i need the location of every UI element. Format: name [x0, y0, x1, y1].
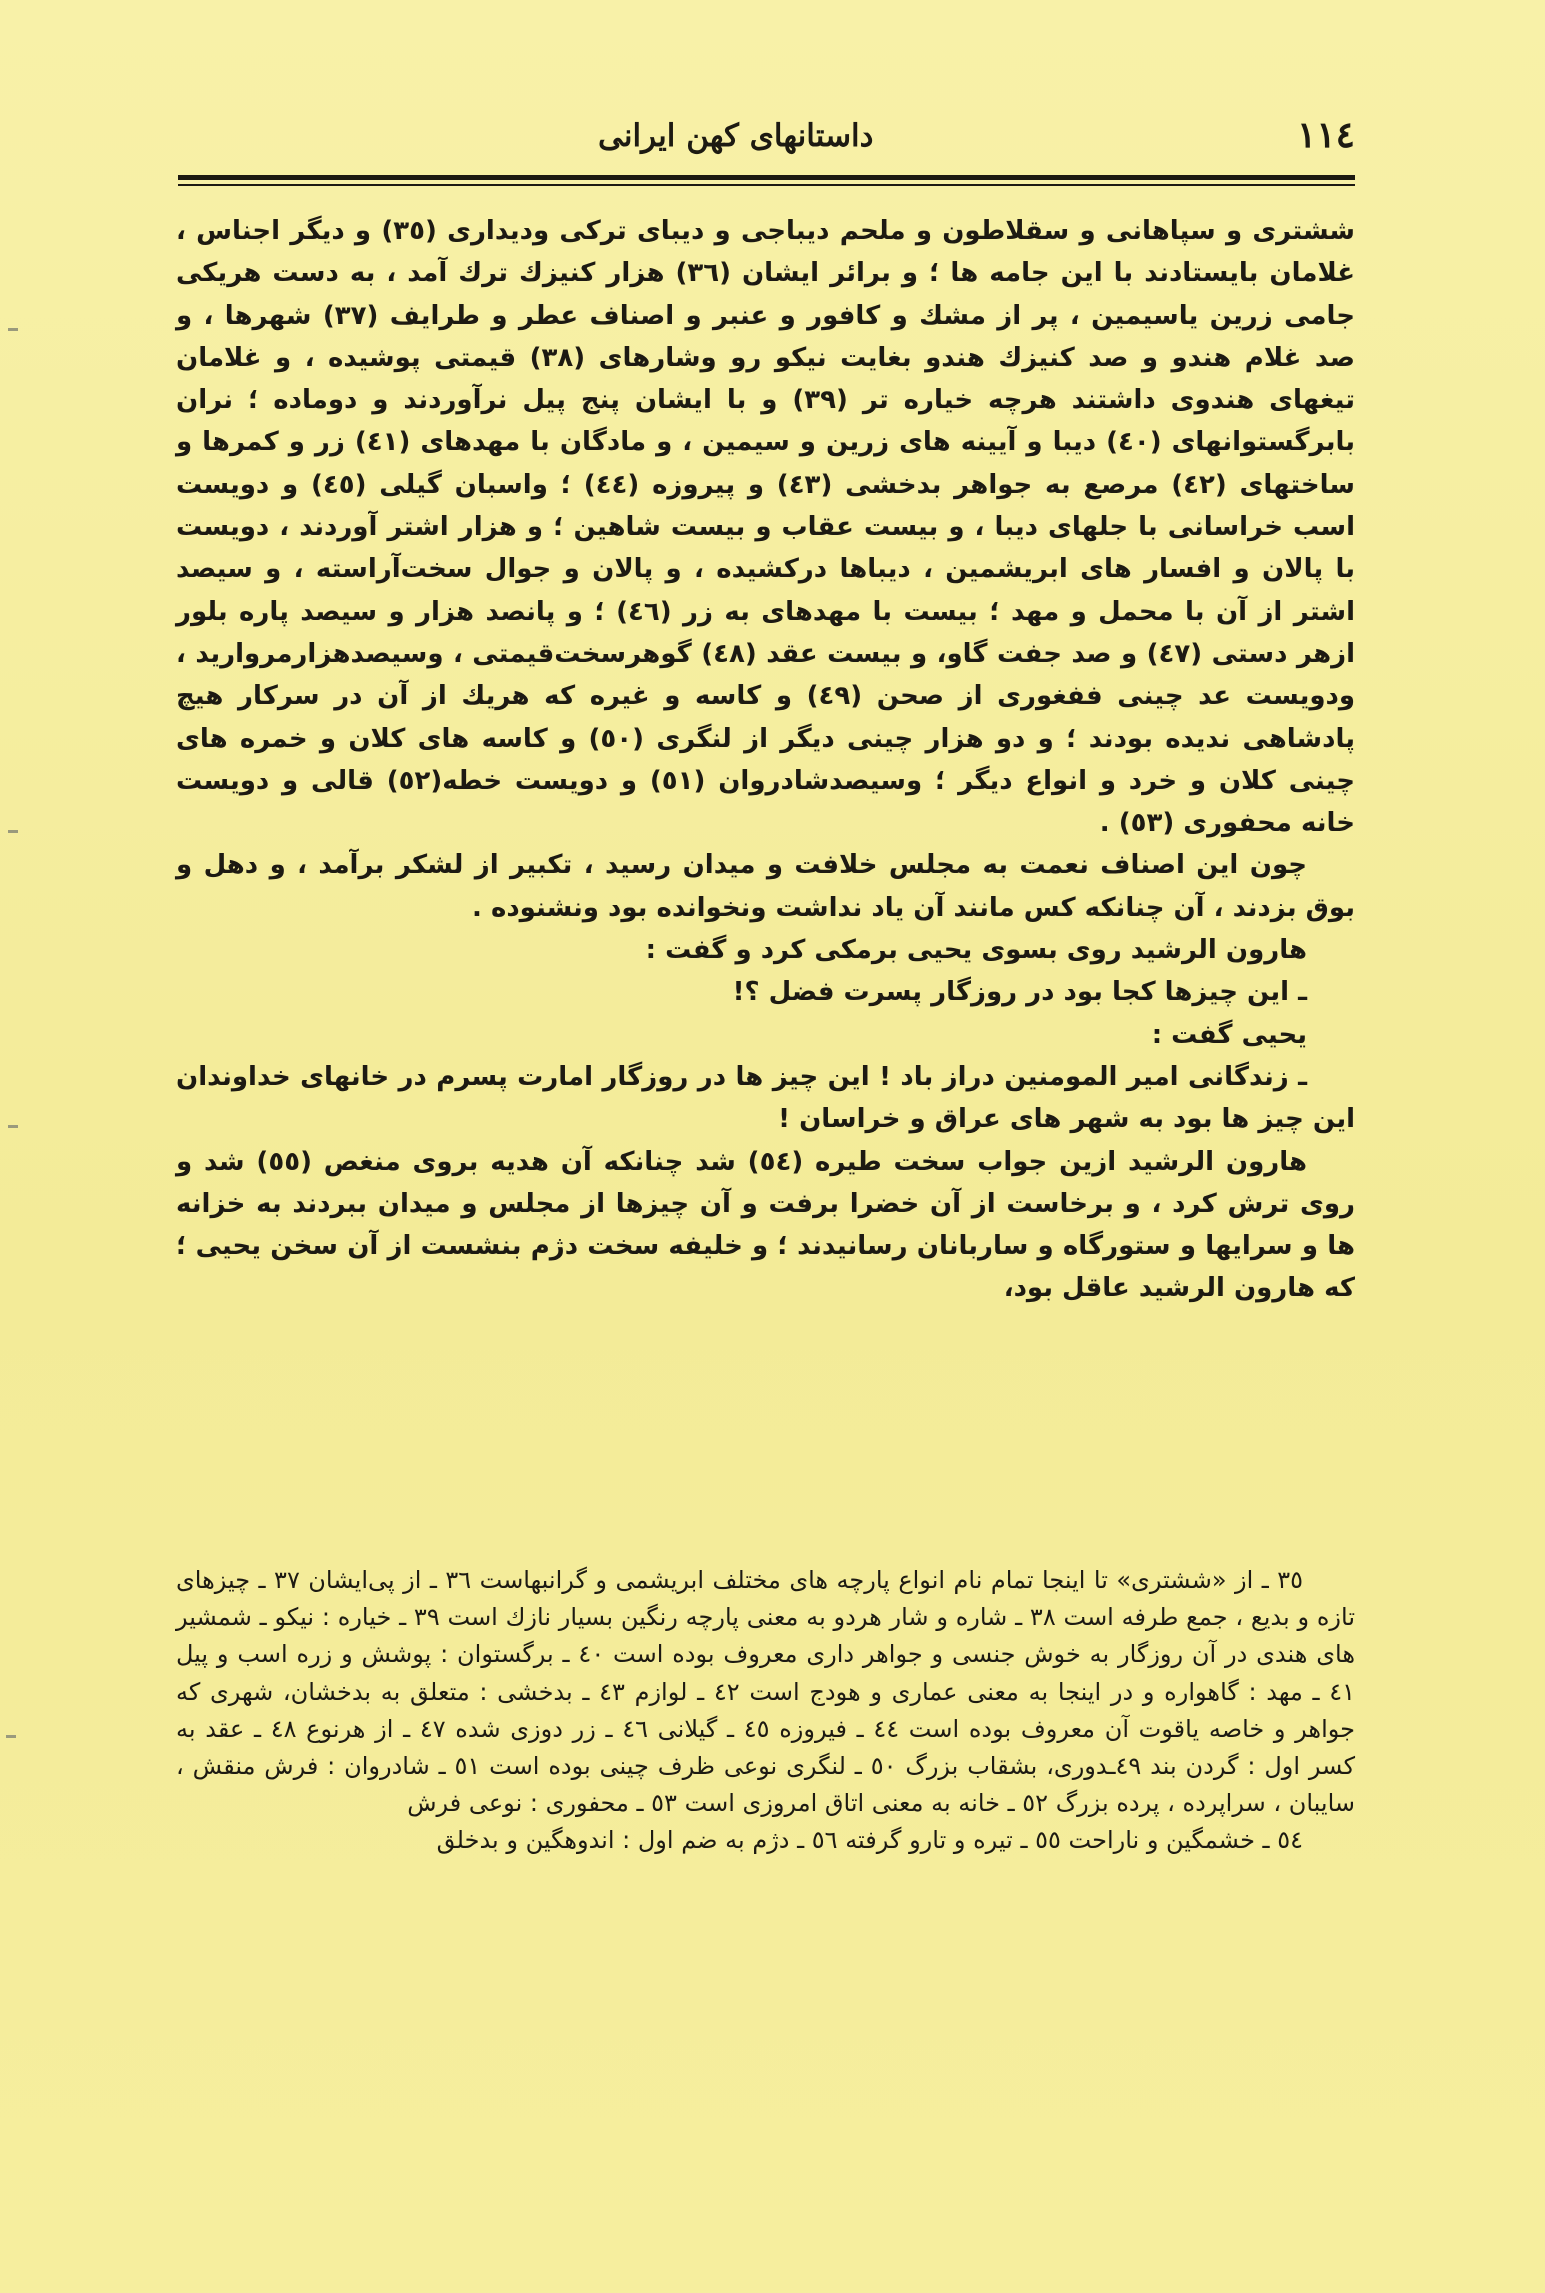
margin-mark	[8, 1125, 18, 1128]
page-header	[178, 110, 1355, 170]
paragraph-gifts-list: ششتری و سپاهانی و سقلاطون و ملحم دیباجی و دیبای ترکی ودیداری (٣٥) و دیگر اجناس ، غلامان بایستادند با این جامه ها ؛ و برائر ایشان (٣٦) هزار کنیزك ترك آمد ، به دست هریکی جامی زرین یاسیمین ، پر از مشك و کافور و عنبر و اصناف عطر و طرایف (٣٧) شهرها ، و صد غلام هندو و صد کنیزك هندو بغایت نیکو رو وشارهای (٣٨) قیمتی پوشیده ، و غلامان تیغهای هندوی داشتند هرچه خیاره تر (٣٩) و با ایشان پنج پیل نرآوردند و دوماده ؛ نران بابرگستوانهای (٤٠) دیبا و آیینه های زرین و سیمین ، و مادگان با مهدهای (٤١) زر و کمرها و ساختهای (٤٢) مرصع به جواهر بدخشی (٤٣) و پیروزه (٤٤) ؛ واسبان گیلی (٤٥) و دویست اسب خراسانی با جلهای دیبا ، و بیست عقاب و بیست شاهین ؛ و هزار اشتر آوردند ، دویست با پالان و افسار های ابریشمین ، دیباها درکشیده ، و پالان و جوال سخت‌آراسته ، و سیصد اشتر از آن با محمل و مهد ؛ بیست با مهدهای به زر (٤٦) ؛ و پانصد هزار و سیصد پاره بلور ازهر دستی (٤٧) و صد جفت گاو، و بیست عقد (٤٨) گوهرسخت‌قیمتی ، وسیصدهزارمروارید ، ودویست عد چینی ففغوری از صحن (٤٩) و کاسه و غیره که هریك از آن در سرکار هیچ پادشاهی ندیده بودند ؛ و دو هزار چینی دیگر از لنگری (٥٠) و کاسه های کلان و خمره های چینی کلان و خرد و انواع دیگر ؛ وسیصدشادروان (٥١) و دویست خطه(٥٢) قالی و دویست خانه محفوری (٥٣) .	[176, 216, 1356, 839]
header-rule-thin	[178, 184, 1355, 186]
paragraph-celebration: چون این اصناف نعمت به مجلس خلافت و میدان رسید ، تکبیر از لشکر برآمد ، و دهل و بوق بزدند ، آن چنانکه کس مانند آن یاد نداشت ونخوانده بود ونشنوده .	[176, 850, 1355, 923]
footnote-block-35-53: ٣٥ ـ از «ششتری» تا اینجا تمام نام انواع پارچه های مختلف ابریشمی و گرانبهاست ٣٦ ـ از پی‌ایشان ٣٧ ـ چیزهای تازه و بدیع ، جمع طرفه است ٣٨ ـ شاره و شار هردو به معنی پارچه رنگین بسیار نازك است ٣٩ ـ خیاره : نیکو ـ شمشیر های هندی در آن روزگار به خوش جنسی و جواهر داری معروف بوده است ٤٠ ـ برگستوان : پوشش و زره اسب و پیل ٤١ ـ مهد : گاهواره و در اینجا به معنی عماری و هودج است ٤٢ ـ لوازم ٤٣ ـ بدخشی : متعلق به بدخشان، شهری که جواهر و خاصه یاقوت آن معروف بوده است ٤٤ ـ فیروزه ٤٥ ـ گیلانی ٤٦ ـ زر دوزی شده ٤٧ ـ از هرنوع ٤٨ ـ عقد به کسر اول : گردن بند ٤٩ـدوری، بشقاب بزرگ ٥٠ ـ لنگری نوعی ظرف چینی بوده است ٥١ ـ شادروان : فرش منقش ، سایبان ، سراپرده ، پرده بزرگ ٥٢ ـ خانه به معنی اتاق امروزی است ٥٣ ـ محفوری : نوعی فرش	[176, 1566, 1356, 1818]
margin-mark	[6, 1735, 16, 1738]
paragraph-harun-asks: هارون الرشید روی بسوی یحیی برمکی کرد و گفت :	[645, 935, 1307, 966]
footnote-block-54-56: ٥٤ ـ خشمگین و ناراحت ٥٥ ـ تیره و تارو گرفته ٥٦ ـ دژم به ضم اول : اندوهگین و بدخلق	[436, 1826, 1303, 1855]
page-number: ١١٤	[1296, 114, 1355, 156]
header-rule-thick	[178, 175, 1355, 180]
paragraph-question: ـ این چیزها کجا بود در روزگار پسرت فضل ؟!	[732, 977, 1307, 1008]
paragraph-harun-reaction: هارون الرشید ازین جواب سخت طیره (٥٤) شد چنانکه آن هدیه بروی منغص (٥٥) شد و روی ترش کرد ، و برخاست از آن خضرا برفت و آن چیزها از مجلس و میدان ببردند به خزانه ها و سرایها و ستورگاه و ساربانان رسانیدند ؛ و خلیفه سخت دژم بنشست از آن سخن یحیی ؛ که هارون الرشید عاقل بود،	[176, 1146, 1355, 1304]
main-text	[176, 210, 1355, 1310]
paragraph-yahya-answer: ـ زندگانی امیر المومنین دراز باد ! این چیز ها در روزگار امارت پسرم در خانهای خداوندان این چیز ها بود به شهر های عراق و خراسان !	[176, 1061, 1355, 1135]
footnotes	[176, 1562, 1355, 1860]
margin-mark	[8, 328, 18, 331]
running-title: داستانهای کهن ایرانی	[598, 118, 874, 154]
paragraph-yahya-said: یحیی گفت :	[1151, 1019, 1307, 1050]
margin-mark	[8, 830, 18, 833]
